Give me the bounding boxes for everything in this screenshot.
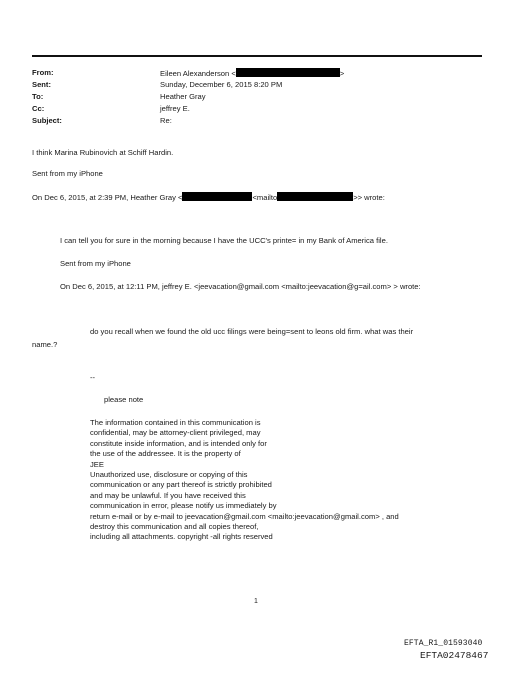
disclaimer-line: communication or any part thereof is strictly prohibited bbox=[90, 480, 272, 490]
from-suffix: > bbox=[339, 69, 345, 78]
disclaimer-line: constitute inside information, and is intended only for bbox=[90, 438, 267, 448]
quote1-mailto: <mailto bbox=[252, 193, 278, 202]
disclaimer-line: communication in error, please notify us immediately by bbox=[90, 501, 277, 511]
disclaimer-line: the use of the addressee. It is the property of bbox=[90, 449, 241, 459]
quote1-suffix: >> wrote: bbox=[353, 193, 385, 202]
please-note: please note bbox=[104, 395, 144, 404]
disclaimer-line: confidential, may be attorney-client privileged, may bbox=[90, 428, 261, 438]
disclaimer-line: JEE bbox=[90, 459, 104, 469]
page-number: 1 bbox=[254, 598, 258, 605]
redaction-block bbox=[236, 68, 340, 77]
to-value: Heather Gray bbox=[160, 92, 206, 101]
redaction-block bbox=[277, 192, 353, 201]
quote-header-1 bbox=[32, 192, 385, 203]
from-value-row bbox=[160, 68, 344, 79]
bates-number-1: EFTA_R1_01593040 bbox=[404, 639, 483, 648]
bates-number-2: EFTA02478467 bbox=[420, 650, 489, 661]
message-2-sent-from: Sent from my iPhone bbox=[60, 259, 131, 268]
cc-value: jeffrey E. bbox=[160, 104, 190, 113]
disclaimer-block bbox=[90, 418, 399, 543]
message-3-line-1: do you recall when we found the old ucc filings were being=sent to leons old firm. what was their bbox=[90, 327, 414, 336]
disclaimer-line: destroy this communication and all copies thereof, bbox=[90, 522, 259, 532]
quote1-prefix: On Dec 6, 2015, at 2:39 PM, Heather Gray < bbox=[32, 193, 183, 202]
subject-value: Re: bbox=[160, 116, 172, 125]
sent-label: Sent: bbox=[32, 80, 51, 89]
quote-header-2: On Dec 6, 2015, at 12:11 PM, jeffrey E. <jeevacation@gmail.com <mailto:jeevacation@g=ail.com> > wrote: bbox=[60, 282, 421, 291]
disclaimer-line: including all attachments. copyright -all rights reserved bbox=[90, 532, 273, 542]
from-value: Eileen Alexanderson < bbox=[160, 69, 236, 78]
cc-label: Cc: bbox=[32, 104, 45, 113]
sent-value: Sunday, December 6, 2015 8:20 PM bbox=[160, 80, 283, 89]
redaction-block bbox=[182, 192, 252, 201]
disclaimer-line: The information contained in this communication is bbox=[90, 418, 261, 427]
from-label: From: bbox=[32, 68, 54, 77]
header-rule bbox=[32, 55, 482, 57]
body-line-1: I think Marina Rubinovich at Schiff Hardin. bbox=[32, 148, 174, 157]
disclaimer-line: return e-mail or by e-mail to jeevacation@gmail.com <mailto:jeevacation@gmail.com> , and bbox=[90, 511, 399, 521]
message-3-line-2: name.? bbox=[32, 340, 58, 349]
subject-label: Subject: bbox=[32, 116, 62, 125]
signature-dash: -- bbox=[90, 373, 96, 382]
body-sent-from: Sent from my iPhone bbox=[32, 169, 103, 178]
to-label: To: bbox=[32, 92, 44, 101]
disclaimer-line: and may be unlawful. If you have received this bbox=[90, 490, 246, 500]
disclaimer-line: Unauthorized use, disclosure or copying of this bbox=[90, 470, 248, 480]
message-2: I can tell you for sure in the morning because I have the UCC's printe= in my Bank of America file. bbox=[60, 236, 388, 245]
